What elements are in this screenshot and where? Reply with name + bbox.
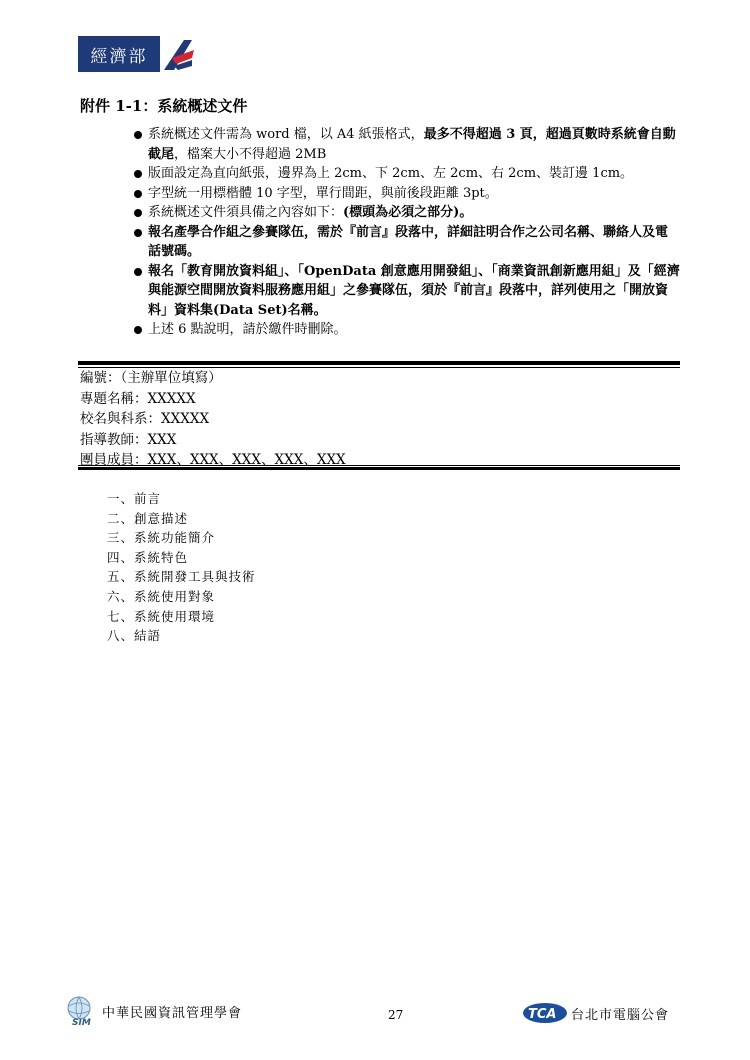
info-number: 編號：（主辦單位填寫）	[80, 370, 222, 386]
rule-item	[132, 320, 680, 340]
divider-top	[78, 361, 680, 365]
footer-sim	[64, 994, 242, 1028]
project-info	[80, 368, 346, 471]
rule-item	[132, 262, 680, 321]
info-advisor: 指導教師：XXX	[80, 431, 177, 448]
outline-item: 二、創意描述	[107, 510, 189, 526]
moea-logo-text: 經濟部	[78, 36, 160, 72]
rule-text: 版面設定為直向紙張，邊界為上 2cm、下 2cm、左 2cm、右 2cm、裝訂邊 1cm。	[148, 166, 634, 181]
rule-text: 系統概述文件需為 word 檔，以 A4 紙張格式，	[148, 127, 424, 142]
divider-bottom	[78, 465, 680, 466]
info-members: 團員成員：XXX、XXX、XXX、XXX、XXX	[80, 452, 346, 468]
info-school: 校名與科系：XXXXX	[80, 411, 210, 427]
outline-list	[107, 489, 256, 646]
rule-text-bold: 報名產學合作組之參賽隊伍，需於『前言』段落中，詳細註明合作之公司名稱、聯絡人及電話號碼。	[148, 224, 669, 259]
rules-list	[132, 125, 680, 340]
rule-item	[132, 223, 680, 262]
outline-item: 八、結語	[107, 628, 162, 644]
tca-logo-icon	[522, 1002, 568, 1024]
rule-text: 系統概述文件須具備之內容如下：	[148, 205, 344, 220]
sim-globe-icon	[64, 994, 100, 1028]
footer-tca	[522, 1000, 669, 1026]
outline-item: 七、系統使用環境	[107, 608, 216, 624]
moea-emblem-icon	[162, 36, 196, 72]
rule-item	[132, 164, 680, 184]
info-project: 專題名稱：XXXXX	[80, 390, 196, 407]
outline-item: 六、系統使用對象	[107, 588, 216, 604]
rule-text: ，檔案大小不得超過 2MB	[174, 146, 327, 162]
outline-item: 四、系統特色	[107, 549, 189, 565]
rule-text-bold: (標頭為必須之部分)。	[343, 205, 473, 220]
sim-logo-text: SIM	[72, 1018, 91, 1028]
footer-right-org: 台北市電腦公會	[571, 1007, 670, 1023]
rule-text: 上述 6 點說明，請於繳件時刪除。	[148, 322, 347, 337]
rule-text-bold: 最多不得超過 3 頁，超過頁數時系統會自動截尾	[148, 127, 676, 162]
page-number: 27	[388, 1008, 404, 1022]
moea-logo	[78, 36, 196, 72]
outline-item: 三、系統功能簡介	[107, 530, 216, 546]
footer-left-org: 中華民國資訊管理學會	[102, 1005, 243, 1021]
page-title: 附件 1-1：系統概述文件	[80, 97, 248, 115]
rule-item	[132, 125, 680, 164]
rule-text-bold: 報名「教育開放資料組」、「OpenData 創意應用開發組」、「商業資訊創新應用組」及「經濟與能源空間開放資料服務應用組」之參賽隊伍，須於『前言』段落中，詳列使用之「開放資料」資料集(Data Set)名稱。	[148, 263, 680, 318]
rule-item	[132, 184, 680, 204]
rule-text: 字型統一用標楷體 10 字型，單行間距，與前後段距離 3pt。	[148, 185, 498, 201]
tca-logo-text: TCA	[528, 1007, 557, 1022]
outline-item: 五、系統開發工具與技術	[107, 569, 256, 585]
outline-item: 一、前言	[107, 491, 162, 506]
rule-item	[132, 203, 680, 223]
